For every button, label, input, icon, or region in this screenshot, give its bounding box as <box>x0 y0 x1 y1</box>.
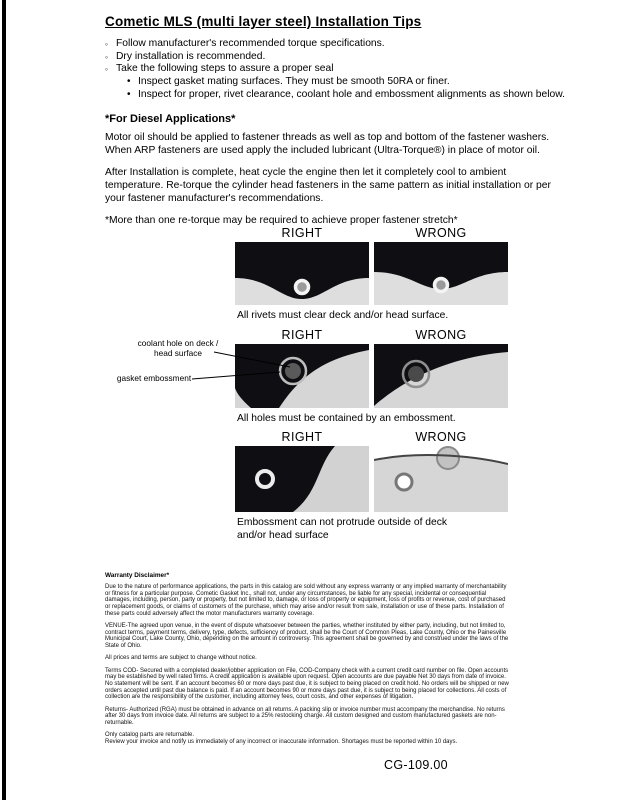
diagram-images <box>235 242 508 305</box>
wrong-label: WRONG <box>415 226 467 240</box>
tip-text: Inspect gasket mating surfaces. They must be smooth 50RA or finer. <box>138 76 450 88</box>
diagram-row-rivets <box>235 226 508 321</box>
filled-bullet-icon: • <box>127 76 131 88</box>
disclaimer-paragraph: All prices and terms are subject to change without notice. <box>105 655 257 662</box>
protrusion-wrong-image <box>374 446 508 512</box>
left-margin-rule <box>2 0 6 800</box>
tip-sub-bullet <box>105 76 567 89</box>
page-title: Cometic MLS (multi layer steel) Installation Tips <box>105 14 422 29</box>
diagram-headers <box>235 430 508 444</box>
coolant-hole-callout: coolant hole on deck / head surface <box>137 338 219 358</box>
diagram-headers <box>235 226 508 240</box>
embossment-wrong-image <box>374 344 508 408</box>
tip-text: Inspect for proper, rivet clearance, coolant hole and embossment alignments as shown below. <box>138 88 565 100</box>
disclaimer-paragraph: Due to the nature of performance applications, the parts in this catalog are sold without any express warranty or any implied warranty of merchantability or fitness for a particular purpose. Cometic Gasket Inc., shall not, under any circumstances, be liable for any special, incidental or consequential damages, including, person, party or property, but not limited to, damage, or loss of property or equipment, loss of profits or revenue, cost of purchased or replacement goods, or claims of customers of the purchase, which may arise and/or result from sale, installation or use of these parts. Installation of these parts could adversely affect the motor manufacturers warranty coverage. <box>105 584 507 617</box>
diagram-caption: Embossment can not protrude outside of deck and/or head surface <box>237 517 448 541</box>
open-bullet-icon: ◦ <box>105 51 109 62</box>
open-bullet-icon: ◦ <box>105 39 109 49</box>
disclaimer-paragraph: Terms COD- Secured with a completed dealer/jobber application on File, COD-Company check with a current credit card number on file. Open accounts may be established by well rated firms. A credit application is available upon request. Open accounts are due payable Net 30 days from date of invoice. No statement will be sent. If an account becomes 60 or more days past due, it is subject to being placed on credit hold. No orders will be shipped or new orders accepted until past due balance is paid. If an account becomes 90 or more days past due, it is subject to being placed for collections. All costs of collection are the responsibility of the customer, including attorney fees, court costs, and other expenses of litigation. <box>105 667 509 701</box>
right-label: RIGHT <box>281 430 323 444</box>
wrong-label: WRONG <box>415 328 467 342</box>
tip-text: Take the following steps to assure a proper seal <box>116 63 334 75</box>
diagram-caption: All rivets must clear deck and/or head surface. <box>237 310 449 321</box>
diesel-heading: *For Diesel Applications* <box>105 112 236 125</box>
rivet-wrong-image <box>374 242 508 305</box>
disclaimer-paragraph: Review your invoice and notify us immediately of any incorrect or inaccurate information. Shortages must be reported within 10 days. <box>105 738 458 745</box>
main-content <box>105 14 567 227</box>
disclaimer-paragraph: Returns- Authorized (RGA) must be obtained in advance on all returns. A packing slip or invoice number must accompany the merchandise. No returns after 30 days from invoice date. All returns are subject to a 25% restocking charge. All custom designed and custom manufactured gaskets are non-returnable. <box>105 706 505 726</box>
catalog-page-code: CG-109.00 <box>384 758 448 772</box>
disclaimer-paragraph: Only catalog parts are returnable. <box>105 732 195 739</box>
tip-bullet <box>105 38 567 51</box>
diagram-caption: All holes must be contained by an embossment. <box>237 413 456 424</box>
diagram-row-protrusion <box>235 430 508 542</box>
open-bullet-icon: ◦ <box>105 64 109 75</box>
right-label: RIGHT <box>281 328 323 342</box>
wrong-label: WRONG <box>415 430 467 444</box>
retorque-note: *More than one re-torque may be required to achieve proper fastener stretch* <box>105 214 458 226</box>
tip-text: Dry installation is recommended. <box>116 50 266 62</box>
diesel-paragraph-1: Motor oil should be applied to fastener threads as well as top and bottom of the fastener washers. When ARP fasteners are used apply the included lubricant (Ultra-Torque®) in place of motor oil. <box>105 131 550 156</box>
rivet-right-image <box>235 242 369 305</box>
diagram-images <box>235 446 508 512</box>
diesel-paragraph-2: After Installation is complete, heat cycle the engine then let it completely cool to ambient temperature. Re-torque the cylinder head fasteners in the same pattern as initial installation or per your fastener manufacturer's recommendations. <box>105 166 551 204</box>
tip-bullet <box>105 63 567 76</box>
warranty-disclaimer <box>105 572 512 751</box>
disclaimer-paragraph: VENUE-The agreed upon venue, in the event of dispute whatsoever between the parties, whether instituted by either party, including, but not limited to, contract terms, payment terms, delivery, type, defects, sufficiency of product, shall be the Court of Common Pleas, Lake County, Ohio or the Painesville Municipal Court, Lake County, Ohio, depending on the amount in controversy. This agreement shall be governed by and construed under the laws of the State of Ohio. <box>105 623 509 650</box>
tip-sub-bullet <box>105 89 567 102</box>
tip-text: Follow manufacturer's recommended torque specifications. <box>116 38 385 49</box>
disclaimer-heading: Warranty Disclaimer* <box>105 572 170 579</box>
protrusion-right-image <box>235 446 369 512</box>
filled-bullet-icon: • <box>127 88 131 100</box>
right-label: RIGHT <box>281 226 323 240</box>
tip-bullet <box>105 51 567 64</box>
diagram-headers <box>235 328 508 342</box>
gasket-embossment-callout: gasket embossment <box>116 373 192 383</box>
callout-pointer-lines <box>190 344 294 386</box>
